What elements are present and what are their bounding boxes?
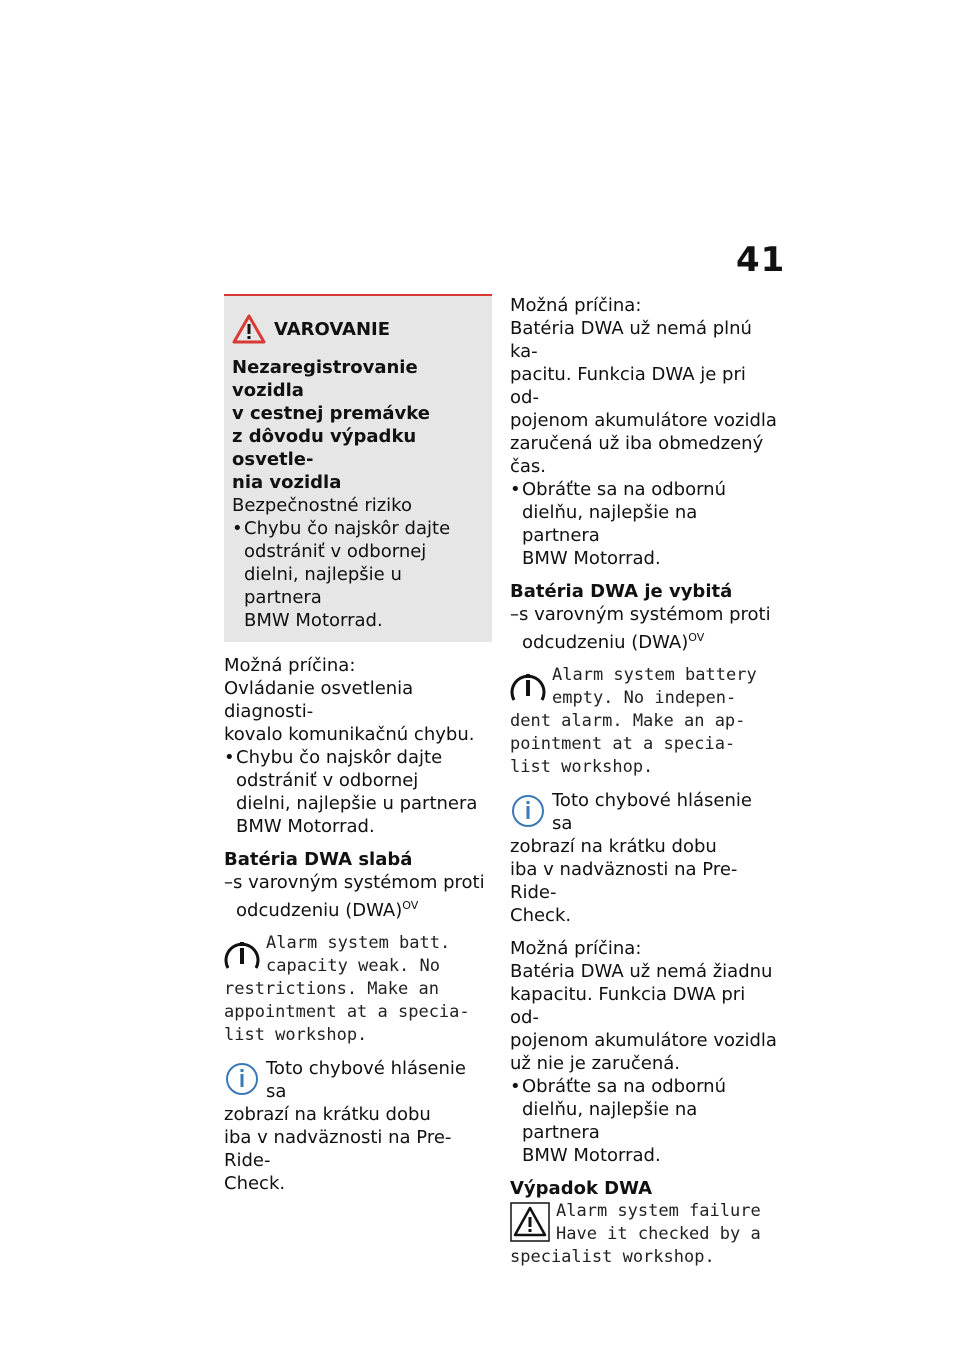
warning-triangle-icon [232,314,266,344]
info-icon [224,934,260,972]
action-bullet: • Chybu čo najskôr dajte odstrániť v odbornej dielni, najlepšie u partnera BMW Motorrad. [224,747,478,837]
right-column [510,294,778,1269]
condition-superscript: OV [402,899,419,912]
display-message: Alarm system failure Have it checked by a specialist workshop. [510,1201,761,1267]
cause-label: Možná príčina: [510,295,642,316]
warning-heading: VAROVANIE [274,318,391,340]
condition-superscript: OV [688,631,705,644]
bullet-dot: • [232,518,243,539]
cause-label: Možná príčina: [224,655,356,676]
triangle-outline-icon [510,1202,550,1242]
bullet-dot: • [510,1076,521,1097]
info-outline-icon [224,1059,260,1097]
section-title: Batéria DWA je vybitá [510,581,733,602]
info-outline-icon [510,791,546,829]
cause-text: Batéria DWA už nemá žiadnu kapacitu. Funkcia DWA pri od- pojenom akumulátore vozidla už nie je zaručená. [510,961,777,1074]
bullet-dot: • [224,747,235,768]
cause-text: Batéria DWA už nemá plnú ka- pacitu. Funkcia DWA je pri od- pojenom akumulátore vozidla zaručená už iba obmedzený čas. [510,318,777,477]
warning-risk: Bezpečnostné riziko [232,495,412,516]
section-title: Batéria DWA slabá [224,849,413,870]
display-message: Alarm system batt. capacity weak. No restrictions. Make an appointment at a specia- list workshop. [224,933,470,1045]
cause-label: Možná príčina: [510,938,642,959]
warning-title: Nezaregistrovanie vozidla v cestnej premávke z dôvodu výpadku osvetle- nia vozidla [232,357,430,493]
condition: –s varovným systémom proti odcudzeniu (DWA)$^{OV}$ [224,872,485,921]
note: Toto chybové hlásenie sa zobrazí na krátku dobu iba v nadväznosti na Pre-Ride- Check. [510,790,752,926]
cause-text: Ovládanie osvetlenia diagnosti- kovalo komunikačnú chybu. [224,678,475,745]
display-message: Alarm system battery empty. No indepen- dent alarm. Make an ap- pointment at a specia- list workshop. [510,665,757,777]
bullet-dot: • [510,479,521,500]
warning-box [224,294,492,642]
action-bullet: • Obráťte sa na odbornú dielňu, najlepšie na partnera BMW Motorrad. [510,1076,727,1166]
condition: –s varovným systémom proti odcudzeniu (DWA)$^{OV}$ [510,604,771,653]
warning-bullet: • Chybu čo najskôr dajte odstrániť v odbornej dielni, najlepšie u partnera BMW Motorrad. [232,518,451,631]
left-column [224,294,492,1195]
note: Toto chybové hlásenie sa zobrazí na krátku dobu iba v nadväznosti na Pre-Ride- Check. [224,1058,466,1194]
section-title: Výpadok DWA [510,1178,653,1199]
page-number: 41 [736,240,786,280]
info-icon [510,666,546,704]
warning-header [232,314,484,344]
action-bullet: • Obráťte sa na odbornú dielňu, najlepšie na partnera BMW Motorrad. [510,479,727,569]
